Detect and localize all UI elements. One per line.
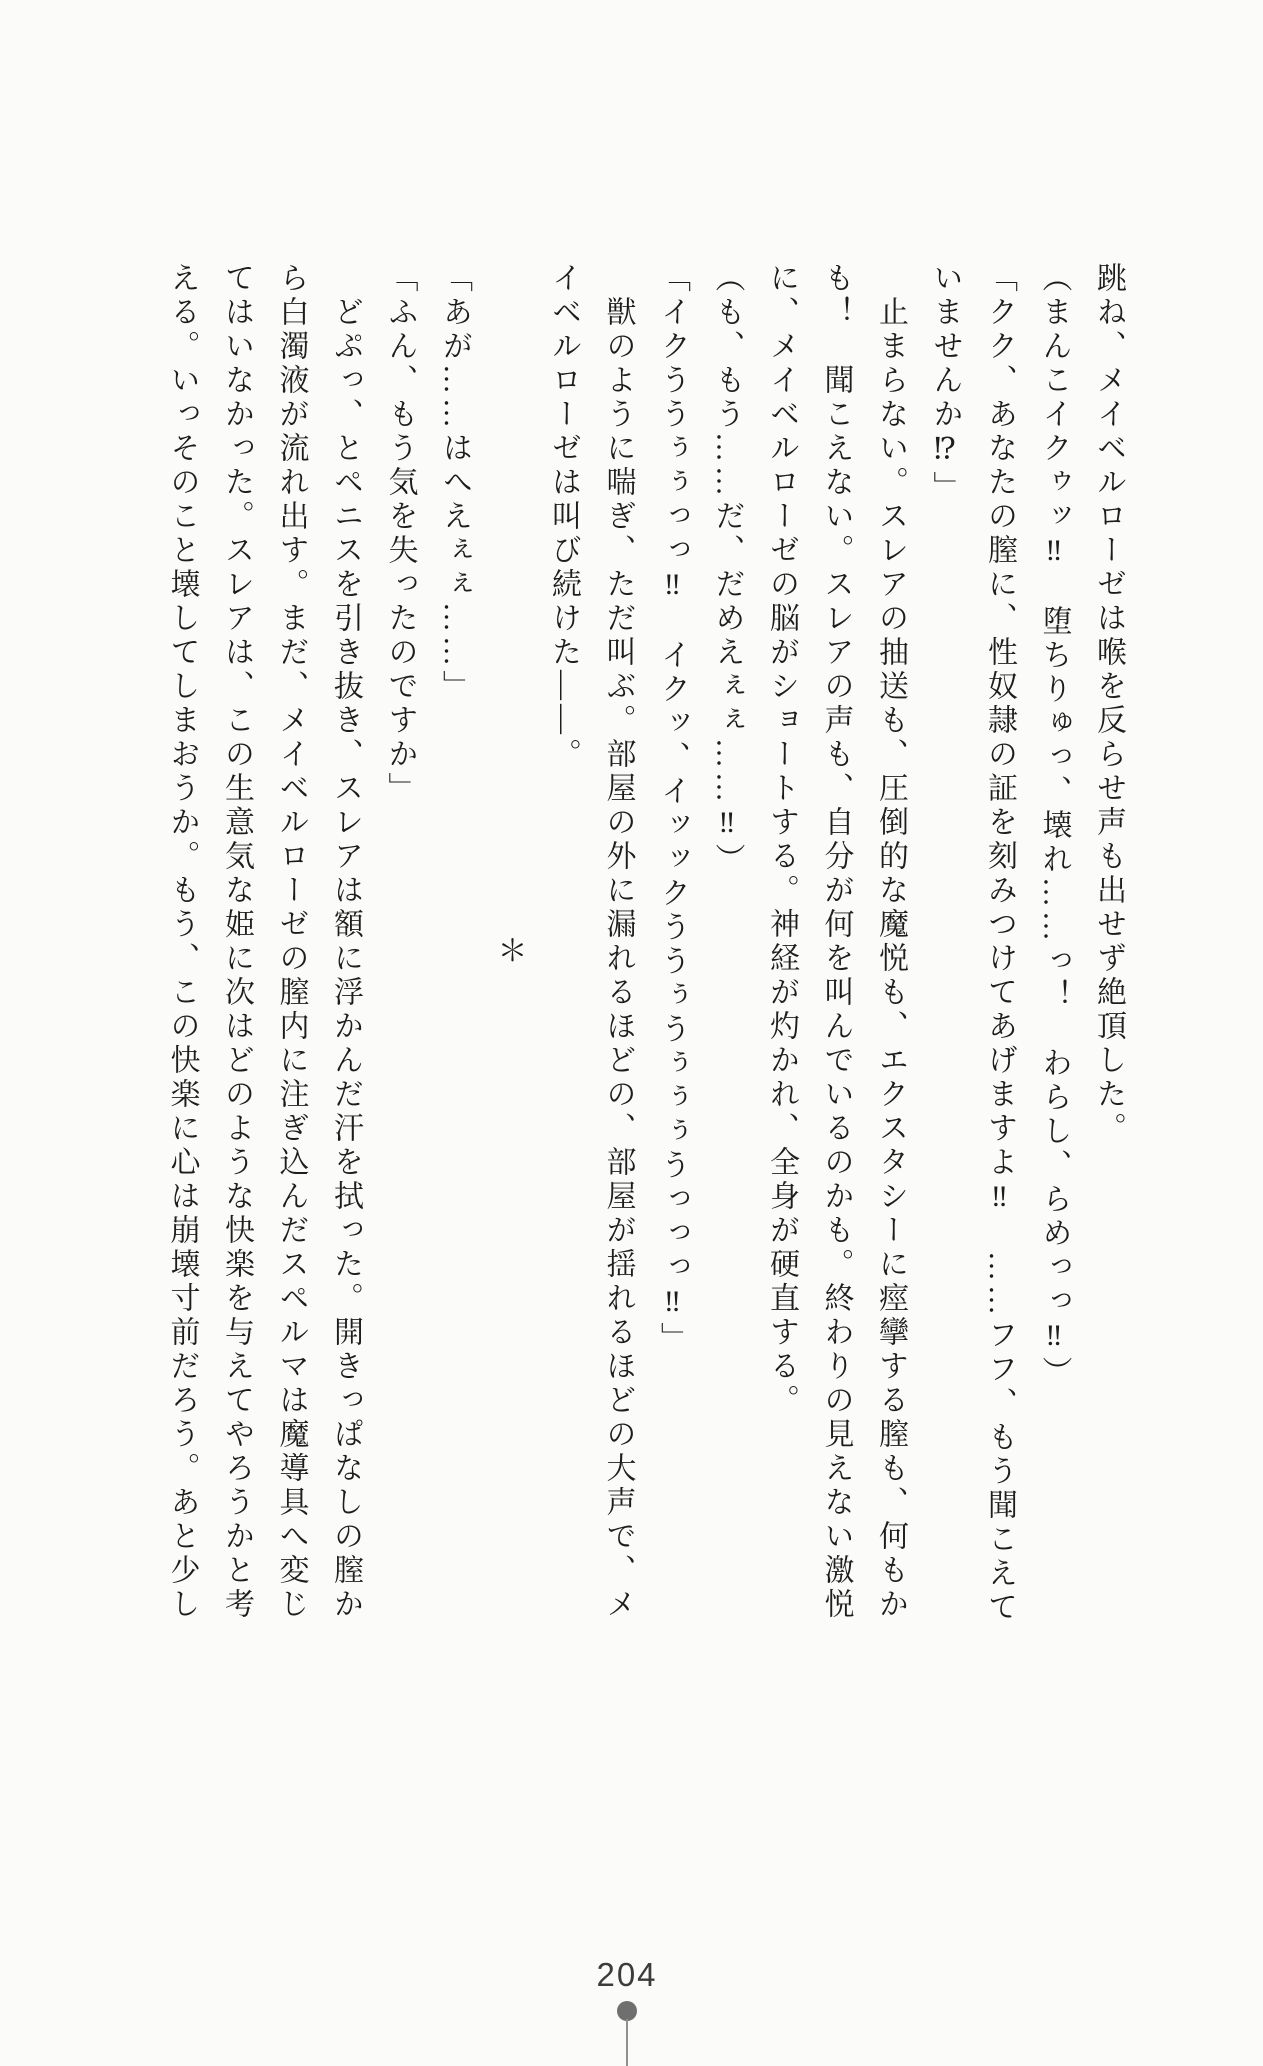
- text-line: 「クク、あなたの膣に、性奴隷の証を刻みつけてあげますよ‼ ……フフ、もう聞こえて: [983, 262, 1016, 1625]
- text-line: 「あが……はへえぇぇ……」: [438, 262, 471, 704]
- text-line: （も、もう……だ、だめえぇぇ……‼）: [710, 262, 744, 877]
- footer-dot-icon: [617, 2001, 637, 2021]
- footer-stem-line: [626, 2019, 628, 2066]
- text-line: 「イクううぅぅっっ‼ イクッ、イッックううぅうぅぅぅうっっっ‼」: [656, 262, 689, 1356]
- page-number: 204: [596, 1956, 658, 1993]
- text-line: も！ 聞こえない。スレアの声も、自分が何を叫んでいるのかも。終わりの見えない激悦: [819, 262, 853, 1622]
- text-line: える。いっそのこと壊してしまおうか。もう、この快楽に心は崩壊寸前だろう。あと少し: [165, 262, 199, 1622]
- text-line: いませんか⁉」: [928, 262, 962, 505]
- text-line: 獣のように喘ぎ、ただ叫ぶ。部屋の外に漏れるほどの、部屋が揺れるほどの大声で、メ: [601, 296, 635, 1622]
- text-line: ＊: [492, 935, 526, 969]
- text-line: イベルローゼは叫び続けた――。: [547, 262, 580, 772]
- text-line: ら白濁液が流れ出す。まだ、メイベルローゼの膣内に注ぎ込んだスペルマは魔導具へ変じ: [274, 262, 308, 1622]
- text-line: 跳ね、メイベルローゼは喉を反らせ声も出せず絶頂した。: [1092, 262, 1125, 1146]
- text-line: 「ふん、もう気を失ったのですか」: [383, 262, 417, 806]
- vertical-text-block: [153, 262, 1135, 1642]
- text-line: （まんこイクゥッ‼ 堕ちりゅっ、壊れ……っ！ わらし、らめっっ‼）: [1037, 262, 1071, 1390]
- text-line: 止まらない。スレアの抽送も、圧倒的な魔悦も、エクスタシーに痙攣する膣も、何もか: [874, 296, 907, 1622]
- text-line: に、メイベルローゼの脳がショートする。神経が灼かれ、全身が硬直する。: [765, 262, 798, 1418]
- text-line: どぷっ、とペニスを引き抜き、スレアは額に浮かんだ汗を拭った。開きっぱなしの膣か: [329, 296, 362, 1622]
- text-line: てはいなかった。スレアは、この生意気な姫に次はどのような快楽を与えてやろうかと考: [220, 262, 253, 1622]
